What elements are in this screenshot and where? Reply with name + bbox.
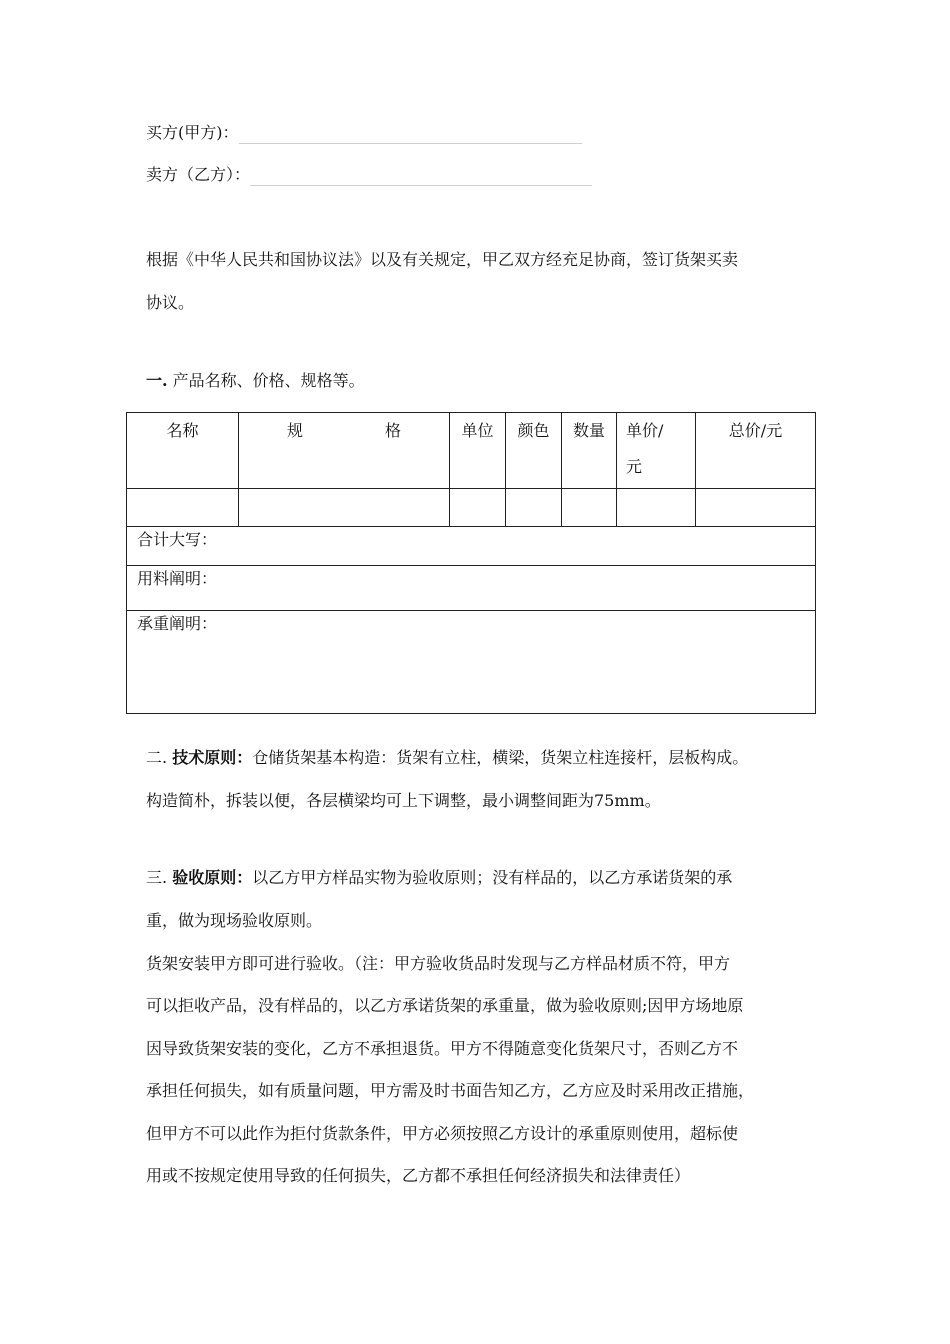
seller-label: 卖方（乙方）： [146,165,251,184]
cell-quantity[interactable] [562,489,617,527]
load-row [127,611,816,714]
product-table [126,412,816,714]
total-caps-row [127,527,816,566]
table-row [127,489,816,527]
header-quantity: 数量 [562,413,617,489]
buyer-label: 买方(甲方)： [146,123,239,142]
section1-number: 一. [146,371,168,390]
section2-line-1 [146,747,748,769]
intro-line-2: 协议。 [146,293,195,312]
total-caps-cell[interactable]: 合计大写： [127,527,816,566]
section3-line-2: 重，做为现场验收原则。 [146,911,323,930]
section3-para-line: 因导致货架安装的变化，乙方不承担退货。甲方不得随意变化货架尺寸，否则乙方不 [146,1039,739,1058]
section3-para-line: 可以拒收产品，没有样品的，以乙方承诺货架的承重量，做为验收原则;因甲方场地原 [146,996,744,1015]
section1-title: 产品名称、价格、规格等。 [172,371,365,390]
section2-text: 仓储货架基本构造：货架有立柱，横梁，货架立柱连接杆，层板构成。 [252,748,749,767]
seller-blank[interactable] [250,169,592,186]
section3-text: 以乙方甲方样品实物为验收原则；没有样品的，以乙方承诺货架的承 [252,868,733,887]
section3-heading: 验收原则： [172,868,253,887]
section1-heading [146,370,365,392]
section3-para-line: 用或不按规定使用导致的任何损失，乙方都不承担任何经济损失和法律责任） [146,1166,691,1185]
header-color: 颜色 [506,413,562,489]
section3-para-line: 但甲方不可以此作为拒付货款条件，甲方必须按照乙方设计的承重原则使用，超标使 [146,1124,739,1143]
header-spec: 规 格 [239,413,450,489]
buyer-line [146,122,582,144]
section3-number: 三. [146,868,168,887]
cell-unit-price[interactable] [617,489,696,527]
intro-line-1: 根据《中华人民共和国协议法》以及有关规定，甲乙双方经充足协商，签订货架买卖 [146,250,739,269]
material-cell[interactable]: 用料阐明： [127,566,816,611]
header-total-price: 总价/元 [696,413,816,489]
cell-color[interactable] [506,489,562,527]
header-unit: 单位 [450,413,506,489]
header-unit-price: 单价/ 元 [617,413,696,489]
cell-total-price[interactable] [696,489,816,527]
cell-name[interactable] [127,489,239,527]
cell-spec[interactable] [239,489,450,527]
cell-unit[interactable] [450,489,506,527]
section2-heading: 技术原则： [172,748,253,767]
seller-line [146,164,592,186]
section3-para-line: 货架安装甲方即可进行验收。（注：甲方验收货品时发现与乙方样品材质不符，甲方 [146,954,731,973]
load-cell[interactable]: 承重阐明： [127,611,816,714]
section3-line-1 [146,867,732,889]
section2-line-2: 构造简朴，拆装以便，各层横梁均可上下调整，最小调整间距为75mm。 [146,791,661,810]
section2-number: 二. [146,748,168,767]
table-header-row [127,413,816,489]
header-name: 名称 [127,413,239,489]
material-row [127,566,816,611]
section3-para-line: 承担任何损失，如有质量问题，甲方需及时书面告知乙方，乙方应及时采用改正措施， [146,1081,755,1100]
buyer-blank[interactable] [239,127,582,144]
